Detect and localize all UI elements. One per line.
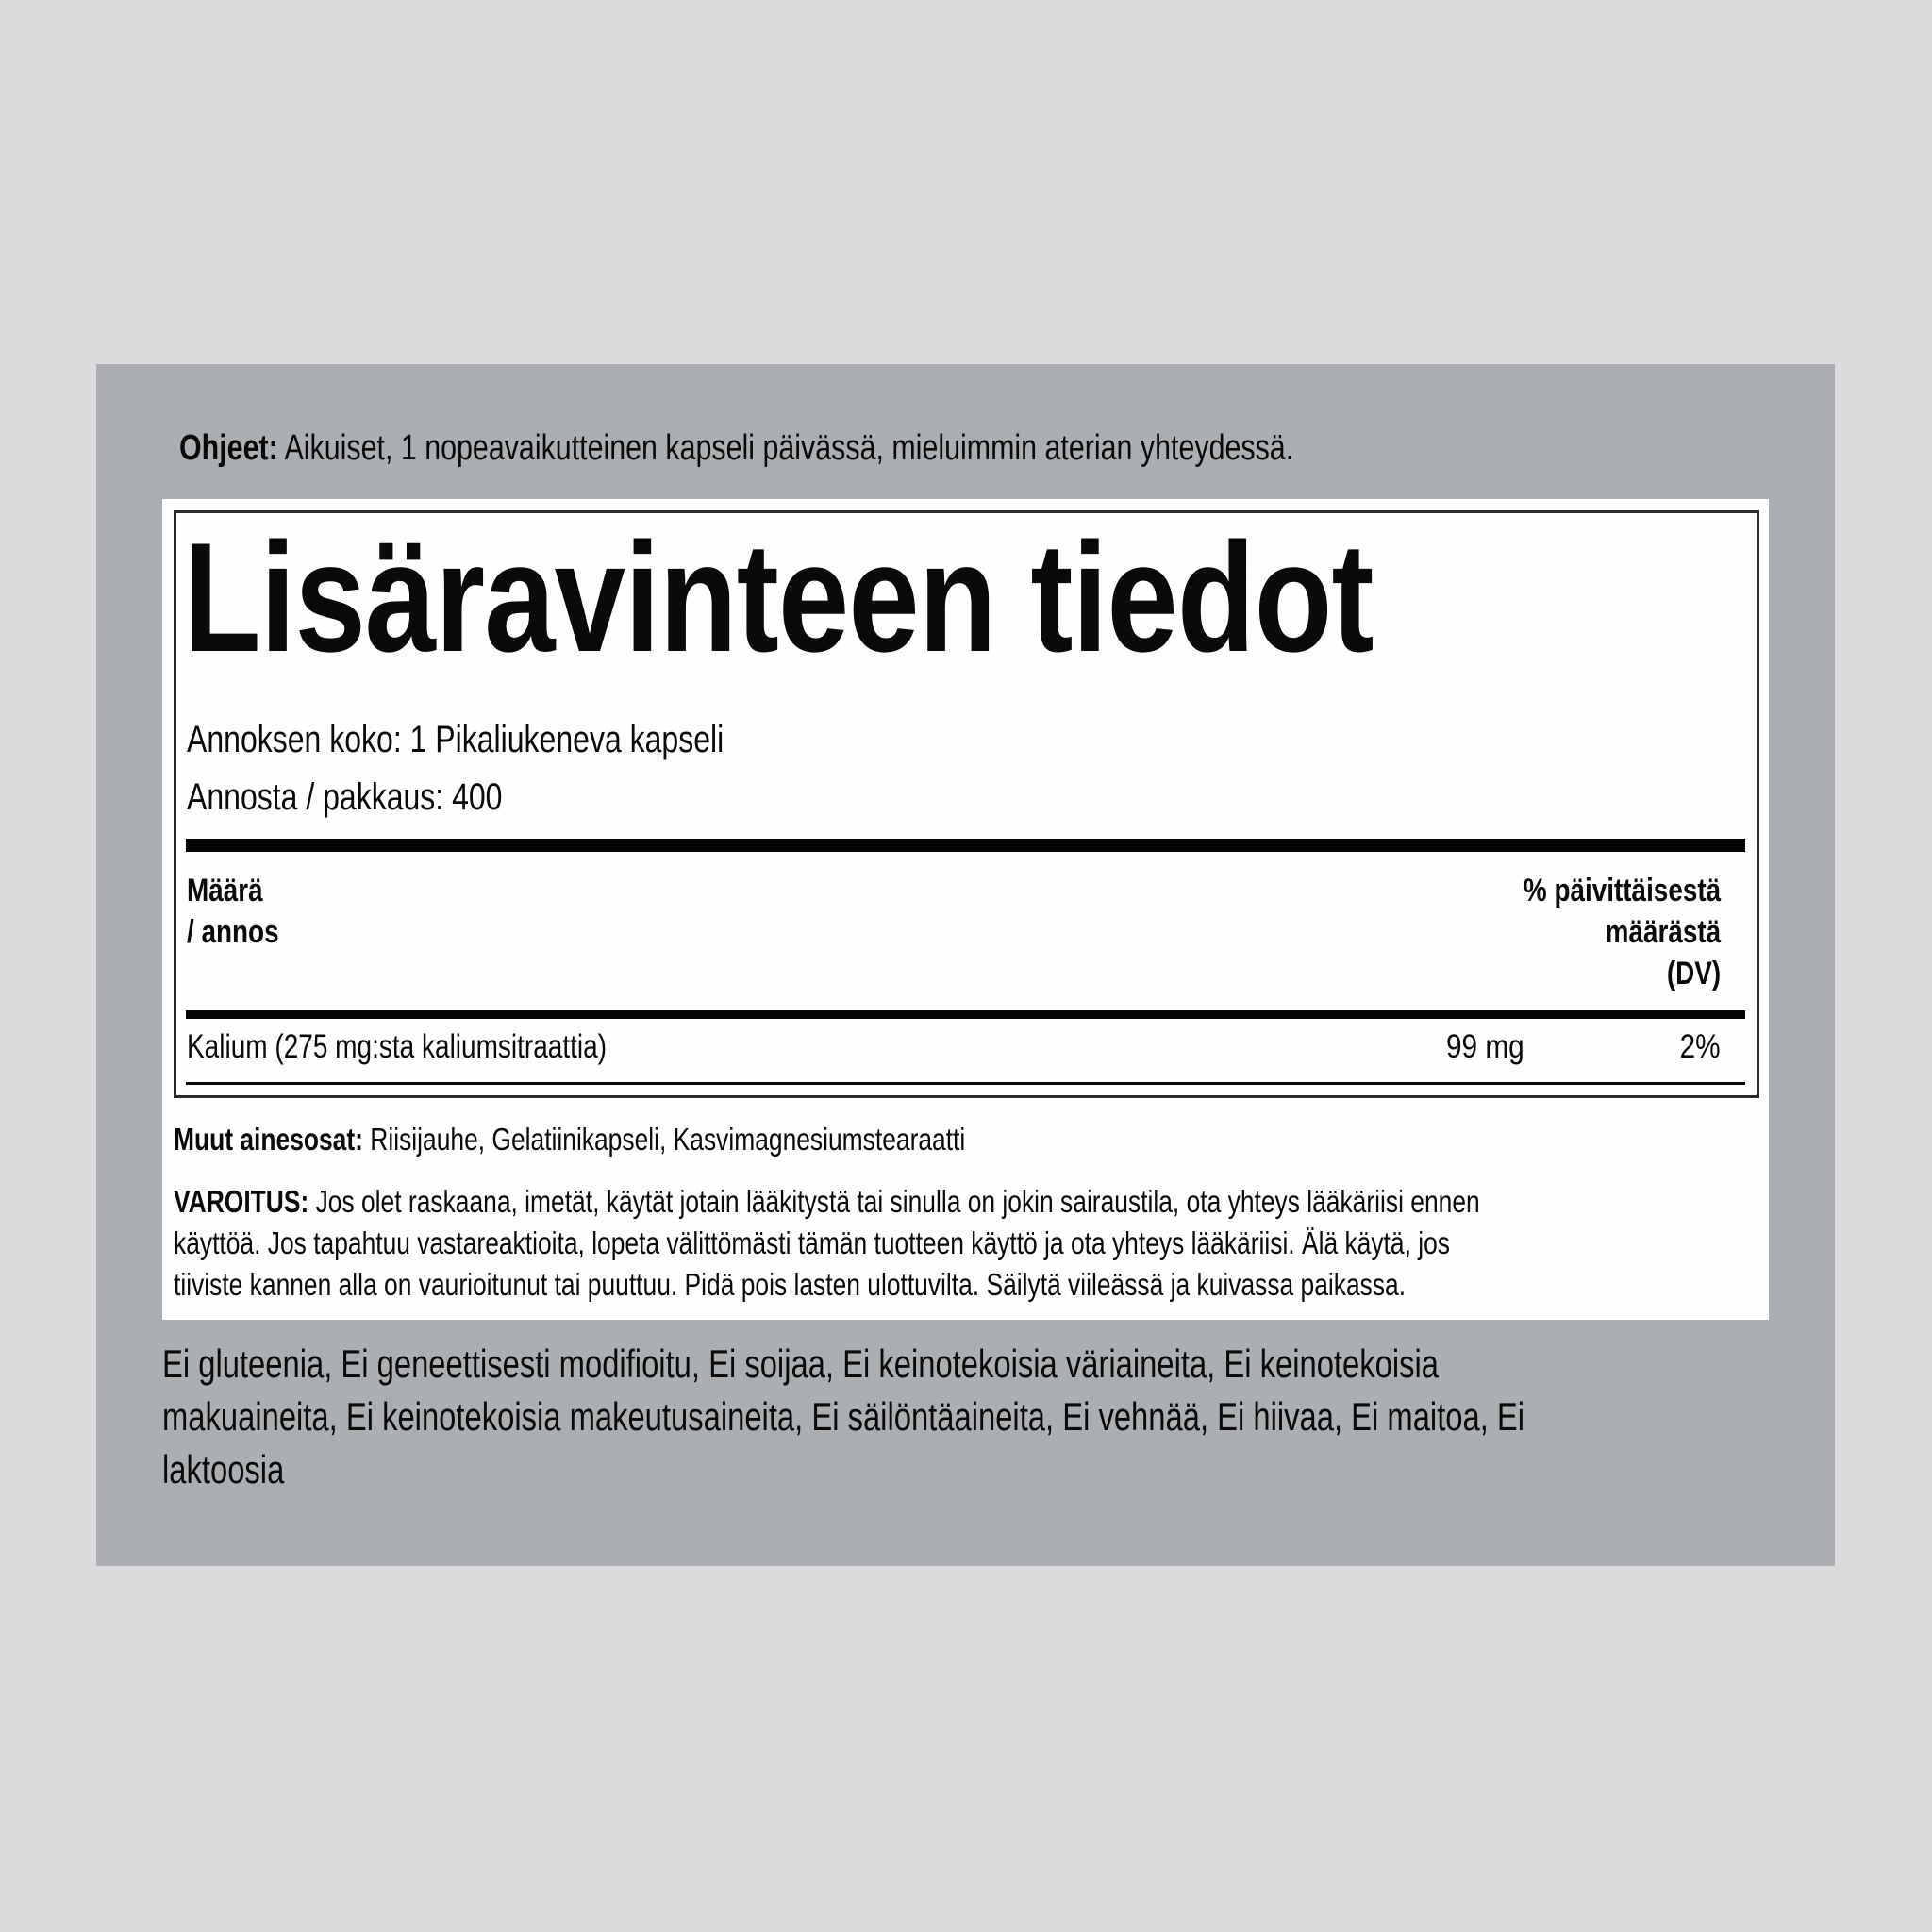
daily-value-header [1480,870,1721,994]
servings-per-container-text: Annosta / pakkaus: 400 [187,776,503,818]
header-right-line-2: määrästä [1605,914,1721,950]
header-left-line-1: Määrä [187,873,263,908]
directions [179,426,1572,470]
other-ingredients [174,1120,1163,1159]
serving-size-text: Annoksen koko: 1 Pikaliukeneva kapseli [187,719,724,760]
medium-divider [186,1010,1745,1019]
servings-per-container [187,774,581,820]
nutrient-name-text: Kalium (275 mg:sta kaliumsitraattia) [187,1028,608,1065]
free-from-line-1: Ei gluteenia, Ei geneettisesti modifioitu, Ei soijaa, Ei keinotekoisia väriaineita, Ei keinotekoisia [162,1341,1440,1386]
nutrient-amount-text: 99 mg [1446,1028,1524,1065]
nutrient-daily-value [1673,1027,1721,1067]
warning-line-3: tiiviste kannen alla on vaurioitunut tai puuttuu. Pidä pois lasten ulottuvilta. Säilytä viileässä ja kuivassa paikassa. [174,1267,1407,1302]
free-from-claims [162,1338,1855,1496]
warning-line-2: käyttöä. Jos tapahtuu vastareaktioita, lopeta välittömästi tämän tuotteen käyttö ja ota yhteys lääkäriisi. Älä käytä, jos [174,1225,1450,1260]
thin-divider [186,1082,1745,1085]
warning [174,1181,1728,1306]
nutrient-name [187,1027,711,1067]
warning-text-1: Jos olet raskaana, imetät, käytät jotain lääkitystä tai sinulla on jokin sairaustila, ota yhteys lääkäriisi ennen [315,1184,1480,1219]
facts-title-text: Lisäravinteen tiedot [183,510,1374,684]
thick-divider [186,839,1745,852]
nutrient-dv-text: 2% [1679,1028,1721,1065]
other-ingredients-label: Muut ainesosat: [174,1122,363,1157]
amount-per-serving-header [187,870,299,953]
directions-label: Ohjeet: [179,428,278,468]
directions-text: Aikuiset, 1 nopeavaikutteinen kapseli päivässä, mieluimmin aterian yhteydessä. [284,428,1294,468]
header-right-line-1: % päivittäisestä [1523,873,1721,908]
free-from-line-3: laktoosia [162,1447,285,1491]
free-from-line-2: makuaineita, Ei keinotekoisia makeutusaineita, Ei säilöntäaineita, Ei vehnää, Ei hiivaa, Ei maitoa, Ei [162,1394,1525,1439]
warning-label: VAROITUS: [174,1184,309,1219]
header-left-line-2: / annos [187,914,279,950]
serving-size [187,717,858,762]
warning-line-1 [174,1181,1728,1223]
header-right-line-3: (DV) [1666,956,1721,991]
nutrient-amount [1446,1027,1538,1067]
facts-title [183,510,1635,684]
other-ingredients-text: Riisijauhe, Gelatiinikapseli, Kasvimagnesiumstearaatti [370,1122,966,1157]
